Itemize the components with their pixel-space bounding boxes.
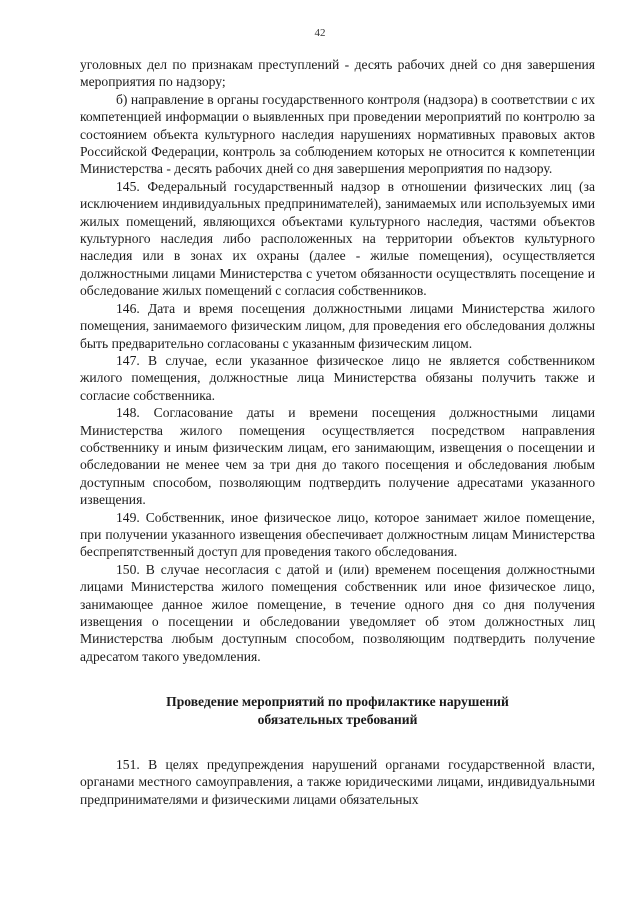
paragraph-148: 148. Согласование даты и времени посещения должностными лицами Министерства жилого помещения осуществляется посредством направления собственнику и иным физическим лицам, его занимающим, извещения о посещении и обследовании не менее чем за три дня до такого посещения и обследования любым доступным способом, позволяющим подтвердить получение адресатами указанного извещения. [80,405,595,508]
document-body [80,56,595,808]
paragraph-145: 145. Федеральный государственный надзор в отношении физических лиц (за исключением индивидуальных предпринимателей), занимаемых или используемых ими жилых помещений, являющихся объектами культурного наследия, частями объектов культурного наследия либо расположенных на территории объектов культурного наследия или в зонах их охраны (далее - жилые помещения), осуществляется должностными лицами Министерства с учетом обязанности осуществлять посещение и обследование жилых помещений с согласия собственников. [80,178,595,299]
paragraph-146: 146. Дата и время посещения должностными лицами Министерства жилого помещения, занимаемого физическим лицом, для проведения его обследования должны быть предварительно согласованы с указанным физическим лицом. [80,300,595,351]
paragraph-150: 150. В случае несогласия с датой и (или) временем посещения должностными лицами Министерства жилого помещения собственник или иное физическое лицо, занимающее данное жилое помещение, в течение одного дня со дня получения извещения о посещении и обследовании уведомляет об этом должностных лиц Министерства любым доступным способом, позволяющим подтвердить получение адресатом такого уведомления. [80,561,595,664]
paragraph-149: 149. Собственник, иное физическое лицо, которое занимает жилое помещение, при получении указанного извещения обеспечивает должностным лицам Министерства беспрепятственный доступ для проведения такого обследования. [80,509,595,560]
paragraph-151: 151. В целях предупреждения нарушений органами государственной власти, органами местного самоуправления, а также юридическими лицами, индивидуальными предпринимателями и физическими лицами обязательных [80,757,595,807]
page-number: 42 [314,27,326,39]
paragraph-item-b: б) направление в органы государственного контроля (надзора) в соответствии с их компетенцией информации о выявленных при проведении мероприятий по контролю за состоянием объекта культурного наследия нарушениях нормативных правовых актов Российской Федерации, контроль за соблюдением которых не относится к компетенции Министерства - десять рабочих дней со дня завершения мероприятия по надзору. [80,91,595,177]
paragraph-continuation: уголовных дел по признакам преступлений - десять рабочих дней со дня завершения мероприятия по надзору; [80,57,595,90]
section-heading [120,693,555,728]
section-heading-line-1: Проведение мероприятий по профилактике нарушений [166,694,509,710]
paragraph-147: 147. В случае, если указанное физическое лицо не является собственником жилого помещения, должностные лица Министерства обязаны получить также и согласие собственника. [80,352,595,403]
section-heading-line-2: обязательных требований [257,711,418,727]
